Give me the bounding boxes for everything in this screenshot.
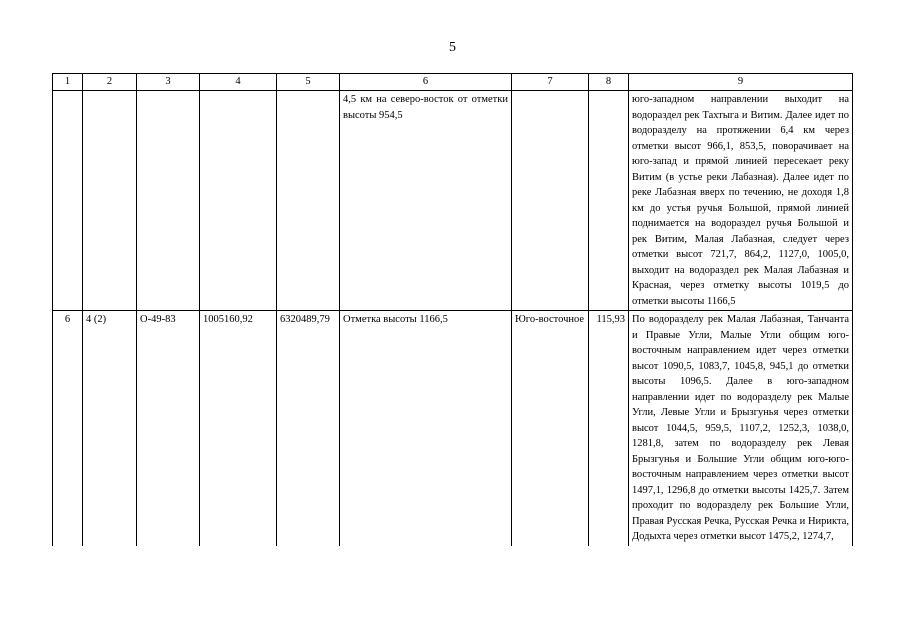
table-row [53,311,853,546]
cell-distance [589,91,629,311]
cell-point-number [53,91,83,311]
cell-direction [512,91,589,311]
cell-coord-x [200,91,277,311]
cell-section [83,91,137,311]
cell-point-number: 6 [53,311,83,546]
cell-landmark: 4,5 км на северо-восток от отметки высоты 954,5 [340,91,512,311]
page-number: 5 [449,40,456,55]
cell-landmark: Отметка высоты 1166,5 [340,311,512,546]
cell-description: По водоразделу рек Малая Лабазная, Танчанта и Правые Угли, Малые Угли общим юго-восточным направлением идет через отметки высот 1090,5, 1083,7, 1045,8, 945,1 до отметки высоты 1096,5. Далее в юго-западном направлении идет по водоразделу рек Малые Угли, Левые Угли и Брызгунья через отметки высот 1044,5, 959,5, 1107,2, 1252,3, 1038,0, 1281,8, затем по водоразделу рек Левая Брызгунья и Большие Угли общим юго-юго-восточным направлением через отметки высот 1497,1, 1296,8 до отметки высоты 1425,7. Затем проходит по водоразделу рек Большие Угли, Правая Русская Речка, Русская Речка и Нирикта, Додыхта через отметки высот 1475,2, 1274,7, [629,311,853,546]
column-header: 9 [629,74,853,91]
cell-coord-y [277,91,340,311]
cell-map-sheet: О-49-83 [137,311,200,546]
cell-coord-x: 1005160,92 [200,311,277,546]
cell-distance: 115,93 [589,311,629,546]
boundary-description-table [52,73,853,546]
cell-description: юго-западном направлении выходит на водораздел рек Тахтыга и Витим. Далее идет по водоразделу на протяжении 6,4 км через отметки высот 966,1, 853,5, поворачивает на юго-запад и прямой линией пересекает реку Витим (в устье реки Лабазная). Далее идет по реке Лабазная вверх по течению, не доходя 1,8 км до устья ручья Большой, прямой линией поднимается на водораздел ручья Большой и рек Витим, Малая Лабазная, следует через отметки высот 721,7, 864,2, 1127,0, 1005,0, выходит на водораздел рек Малая Лабазная и Красная, через отметку высоты 1019,5 до отметки высоты 1166,5 [629,91,853,311]
cell-direction: Юго-восточное [512,311,589,546]
column-header: 3 [137,74,200,91]
column-header: 5 [277,74,340,91]
table-row [53,91,853,311]
column-header: 6 [340,74,512,91]
cell-map-sheet [137,91,200,311]
column-header: 8 [589,74,629,91]
column-header: 7 [512,74,589,91]
cell-coord-y: 6320489,79 [277,311,340,546]
table-header-row [53,74,853,91]
cell-section: 4 (2) [83,311,137,546]
column-header: 2 [83,74,137,91]
column-header: 1 [53,74,83,91]
column-header: 4 [200,74,277,91]
